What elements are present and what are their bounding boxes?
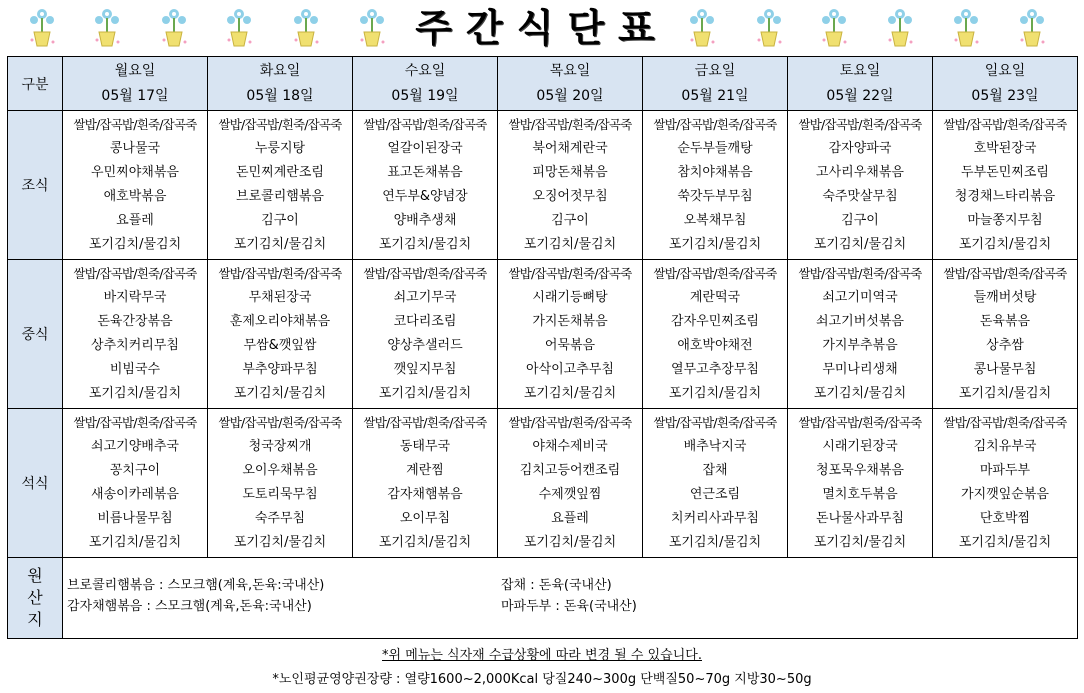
dish-item: 무쌈&깻잎쌈 (243, 338, 317, 353)
dish-item: 쌀밥/잡곡밥/흰죽/잡곡죽 (73, 117, 197, 132)
dish-item: 감자채햄볶음 (387, 487, 463, 502)
dish-item: 김구이 (261, 213, 299, 228)
dish-item: 연두부&양념장 (382, 189, 468, 204)
origin-label-char: 지 (27, 610, 43, 629)
dish-item: 쌀밥/잡곡밥/흰죽/잡곡죽 (508, 117, 632, 132)
dish-item: 요플레 (551, 511, 589, 526)
origin-label-char: 원 (27, 566, 43, 585)
dish-item: 연근조림 (689, 487, 741, 502)
menu-cell (498, 260, 643, 409)
dish-item: 수제깻잎찜 (538, 487, 602, 502)
dish-item: 포기김치/물김치 (88, 386, 182, 401)
dish-item: 동태무국 (399, 439, 451, 454)
dish-item: 상추치커리무침 (91, 338, 179, 353)
dish-item: 감자양파국 (828, 141, 892, 156)
dish-item: 고사리우채볶음 (816, 165, 904, 180)
page-title: 주간식단표 (415, 6, 669, 50)
dish-item: 무미나리생채 (822, 362, 898, 377)
day-header (63, 57, 208, 111)
dish-item: 열무고추장무침 (671, 362, 759, 377)
dish-item: 콩나물무침 (973, 362, 1037, 377)
dish-item: 청포묵우채볶음 (816, 463, 904, 478)
dish-item: 쇠고기버섯볶음 (816, 314, 904, 329)
nutrition-guideline: *노인평균영양권장량 : 열량1600~2,000Kcal 당질240~300g 단백질50~70g 지방30~50g (272, 672, 812, 687)
dish-item: 치커리사과무침 (671, 511, 759, 526)
dish-item: 포기김치/물김치 (958, 386, 1052, 401)
dish-item: 단호박찜 (979, 511, 1031, 526)
menu-cell (933, 260, 1078, 409)
dish-item: 양상추샐러드 (387, 338, 463, 353)
dish-item: 쌀밥/잡곡밥/흰죽/잡곡죽 (218, 266, 342, 281)
dish-item: 감자우민찌조림 (671, 314, 759, 329)
day-header (788, 57, 933, 111)
dish-item: 쇠고기무국 (393, 290, 457, 305)
dish-item: 쇠고기미역국 (822, 290, 898, 305)
dish-item: 오이무침 (399, 511, 451, 526)
meal-row (8, 111, 1078, 260)
meal-label: 조식 (8, 111, 63, 260)
weekday-label: 목요일 (549, 62, 591, 79)
menu-cell (498, 111, 643, 260)
dish-item: 쇠고기양배추국 (91, 439, 179, 454)
dish-item: 우민찌야채볶음 (91, 165, 179, 180)
dish-item: 북어채계란국 (532, 141, 608, 156)
meal-row (8, 260, 1078, 409)
dish-item: 쌀밥/잡곡밥/흰죽/잡곡죽 (653, 266, 777, 281)
menu-cell (208, 260, 353, 409)
meal-row (8, 409, 1078, 558)
dish-item: 바지락무국 (103, 290, 167, 305)
dish-item: 포기김치/물김치 (668, 237, 762, 252)
dish-item: 쌀밥/잡곡밥/흰죽/잡곡죽 (653, 415, 777, 430)
dish-item: 시래기등뼈탕 (532, 290, 608, 305)
dish-item: 훈제오리야채볶음 (229, 314, 331, 329)
origin-line: 브로콜리햄볶음 : 스모크햄(계육,돈육:국내산) (67, 578, 325, 593)
origin-line: 감자채햄볶음 : 스모크햄(계육,돈육:국내산) (67, 599, 312, 614)
menu-cell (63, 111, 208, 260)
meal-label: 중식 (8, 260, 63, 409)
dish-item: 포기김치/물김치 (378, 386, 472, 401)
dish-item: 가지깻잎순볶음 (961, 487, 1049, 502)
dish-item: 새송이카레볶음 (91, 487, 179, 502)
dish-item: 애호박야채전 (677, 338, 753, 353)
date-label: 05월 19일 (391, 87, 459, 104)
dish-item: 포기김치/물김치 (958, 237, 1052, 252)
menu-cell (643, 111, 788, 260)
dish-item: 쌀밥/잡곡밥/흰죽/잡곡죽 (218, 415, 342, 430)
dish-item: 돈육볶음 (979, 314, 1031, 329)
origin-line: 마파두부 : 돈육(국내산) (501, 599, 637, 614)
day-header (643, 57, 788, 111)
dish-item: 잡채 (702, 463, 728, 478)
dish-item: 계란떡국 (689, 290, 741, 305)
dish-item: 포기김치/물김치 (233, 386, 327, 401)
origin-label-char: 산 (27, 588, 43, 607)
menu-cell (933, 111, 1078, 260)
weekday-label: 토요일 (839, 62, 881, 79)
weekday-label: 화요일 (259, 62, 301, 79)
dish-item: 가지부추볶음 (822, 338, 898, 353)
dish-item: 요플레 (116, 213, 154, 228)
dish-item: 포기김치/물김치 (813, 386, 907, 401)
dish-item: 쌀밥/잡곡밥/흰죽/잡곡죽 (363, 266, 487, 281)
dish-item: 포기김치/물김치 (523, 535, 617, 550)
dish-item: 오징어젓무침 (532, 189, 608, 204)
dish-item: 브로콜리햄볶음 (236, 189, 324, 204)
meal-label: 석식 (8, 409, 63, 558)
menu-cell (643, 409, 788, 558)
dish-item: 시래기된장국 (822, 439, 898, 454)
dish-item: 포기김치/물김치 (958, 535, 1052, 550)
dish-item: 깻잎지무침 (393, 362, 457, 377)
header-row (8, 57, 1078, 111)
dish-item: 비빔국수 (109, 362, 161, 377)
dish-item: 쌀밥/잡곡밥/흰죽/잡곡죽 (798, 266, 922, 281)
dish-item: 쌀밥/잡곡밥/흰죽/잡곡죽 (73, 415, 197, 430)
dish-item: 포기김치/물김치 (523, 386, 617, 401)
dish-item: 포기김치/물김치 (523, 237, 617, 252)
dish-item: 멸치호두볶음 (822, 487, 898, 502)
origin-row (8, 558, 1078, 639)
dish-item: 상추쌈 (986, 338, 1024, 353)
dish-item: 쑥갓두부무침 (677, 189, 753, 204)
dish-item: 포기김치/물김치 (88, 237, 182, 252)
menu-cell (788, 409, 933, 558)
dish-item: 무채된장국 (248, 290, 312, 305)
dish-item: 표고돈채볶음 (387, 165, 463, 180)
dish-item: 피망돈채볶음 (532, 165, 608, 180)
dish-item: 돈민찌계란조림 (236, 165, 324, 180)
day-header (353, 57, 498, 111)
menu-cell (788, 111, 933, 260)
dish-item: 포기김치/물김치 (88, 535, 182, 550)
weekday-label: 수요일 (404, 62, 446, 79)
dish-item: 콩나물국 (109, 141, 161, 156)
date-label: 05월 18일 (246, 87, 314, 104)
menu-cell (208, 409, 353, 558)
day-header (208, 57, 353, 111)
dish-item: 얼갈이된장국 (387, 141, 463, 156)
menu-cell (498, 409, 643, 558)
dish-item: 가지돈채볶음 (532, 314, 608, 329)
dish-item: 쌀밥/잡곡밥/흰죽/잡곡죽 (218, 117, 342, 132)
dish-item: 순두부들깨탕 (677, 141, 753, 156)
dish-item: 쌀밥/잡곡밥/흰죽/잡곡죽 (508, 266, 632, 281)
dish-item: 마파두부 (979, 463, 1031, 478)
dish-item: 포기김치/물김치 (668, 386, 762, 401)
dish-item: 계란찜 (406, 463, 444, 478)
dish-item: 청국장찌개 (248, 439, 312, 454)
dish-item: 포기김치/물김치 (813, 535, 907, 550)
dish-item: 비름나물무침 (97, 511, 173, 526)
dish-item: 포기김치/물김치 (813, 237, 907, 252)
dish-item: 포기김치/물김치 (378, 237, 472, 252)
dish-item: 쌀밥/잡곡밥/흰죽/잡곡죽 (943, 266, 1067, 281)
dish-item: 배추낙지국 (683, 439, 747, 454)
dish-item: 김구이 (841, 213, 879, 228)
menu-cell (788, 260, 933, 409)
dish-item: 코다리조림 (393, 314, 457, 329)
date-label: 05월 20일 (536, 87, 604, 104)
menu-cell (208, 111, 353, 260)
dish-item: 돈육간장볶음 (97, 314, 173, 329)
weekday-label: 일요일 (984, 62, 1026, 79)
menu-change-notice: *위 메뉴는 식자재 수급상황에 따라 변경 될 수 있습니다. (382, 648, 702, 663)
dish-item: 포기김치/물김치 (233, 237, 327, 252)
dish-item: 아삭이고추무침 (526, 362, 614, 377)
dish-item: 포기김치/물김치 (378, 535, 472, 550)
dish-item: 들깨버섯탕 (973, 290, 1037, 305)
menu-cell (643, 260, 788, 409)
dish-item: 양배추생채 (393, 213, 457, 228)
dish-item: 꽁치구이 (109, 463, 161, 478)
day-header (498, 57, 643, 111)
dish-item: 쌀밥/잡곡밥/흰죽/잡곡죽 (73, 266, 197, 281)
dish-item: 오복채무침 (683, 213, 747, 228)
origin-line: 잡채 : 돈육(국내산) (501, 578, 612, 593)
category-header: 구분 (8, 57, 63, 111)
dish-item: 숙주맛살무침 (822, 189, 898, 204)
menu-cell (63, 260, 208, 409)
dish-item: 쌀밥/잡곡밥/흰죽/잡곡죽 (363, 117, 487, 132)
dish-item: 오이우채볶음 (242, 463, 318, 478)
dish-item: 쌀밥/잡곡밥/흰죽/잡곡죽 (798, 415, 922, 430)
dish-item: 부추양파무침 (242, 362, 318, 377)
menu-cell (353, 111, 498, 260)
origin-label (8, 558, 63, 639)
date-label: 05월 21일 (681, 87, 749, 104)
dish-item: 포기김치/물김치 (233, 535, 327, 550)
dish-item: 도토리묵무침 (242, 487, 318, 502)
dish-item: 김치유부국 (973, 439, 1037, 454)
dish-item: 쌀밥/잡곡밥/흰죽/잡곡죽 (508, 415, 632, 430)
weekday-label: 월요일 (114, 62, 156, 79)
dish-item: 두부돈민찌조림 (961, 165, 1049, 180)
dish-item: 포기김치/물김치 (668, 535, 762, 550)
dish-item: 어묵볶음 (544, 338, 596, 353)
dish-item: 청경채느타리볶음 (954, 189, 1056, 204)
weekly-menu-table (7, 56, 1078, 639)
date-label: 05월 17일 (101, 87, 169, 104)
dish-item: 쌀밥/잡곡밥/흰죽/잡곡죽 (943, 415, 1067, 430)
dish-item: 애호박볶음 (103, 189, 167, 204)
date-label: 05월 23일 (971, 87, 1039, 104)
dish-item: 누룽지탕 (254, 141, 306, 156)
dish-item: 숙주무침 (254, 511, 306, 526)
weekday-label: 금요일 (694, 62, 736, 79)
dish-item: 야채수제비국 (532, 439, 608, 454)
dish-item: 쌀밥/잡곡밥/흰죽/잡곡죽 (943, 117, 1067, 132)
dish-item: 쌀밥/잡곡밥/흰죽/잡곡죽 (653, 117, 777, 132)
dish-item: 김치고등어캔조림 (519, 463, 621, 478)
menu-cell (933, 409, 1078, 558)
dish-item: 돈나물사과무침 (816, 511, 904, 526)
dish-item: 쌀밥/잡곡밥/흰죽/잡곡죽 (798, 117, 922, 132)
dish-item: 참치야채볶음 (677, 165, 753, 180)
dish-item: 쌀밥/잡곡밥/흰죽/잡곡죽 (363, 415, 487, 430)
day-header (933, 57, 1078, 111)
origin-info (63, 558, 1078, 639)
menu-cell (353, 409, 498, 558)
date-label: 05월 22일 (826, 87, 894, 104)
dish-item: 마늘쫑지무침 (967, 213, 1043, 228)
menu-cell (353, 260, 498, 409)
menu-cell (63, 409, 208, 558)
dish-item: 호박된장국 (973, 141, 1037, 156)
dish-item: 김구이 (551, 213, 589, 228)
